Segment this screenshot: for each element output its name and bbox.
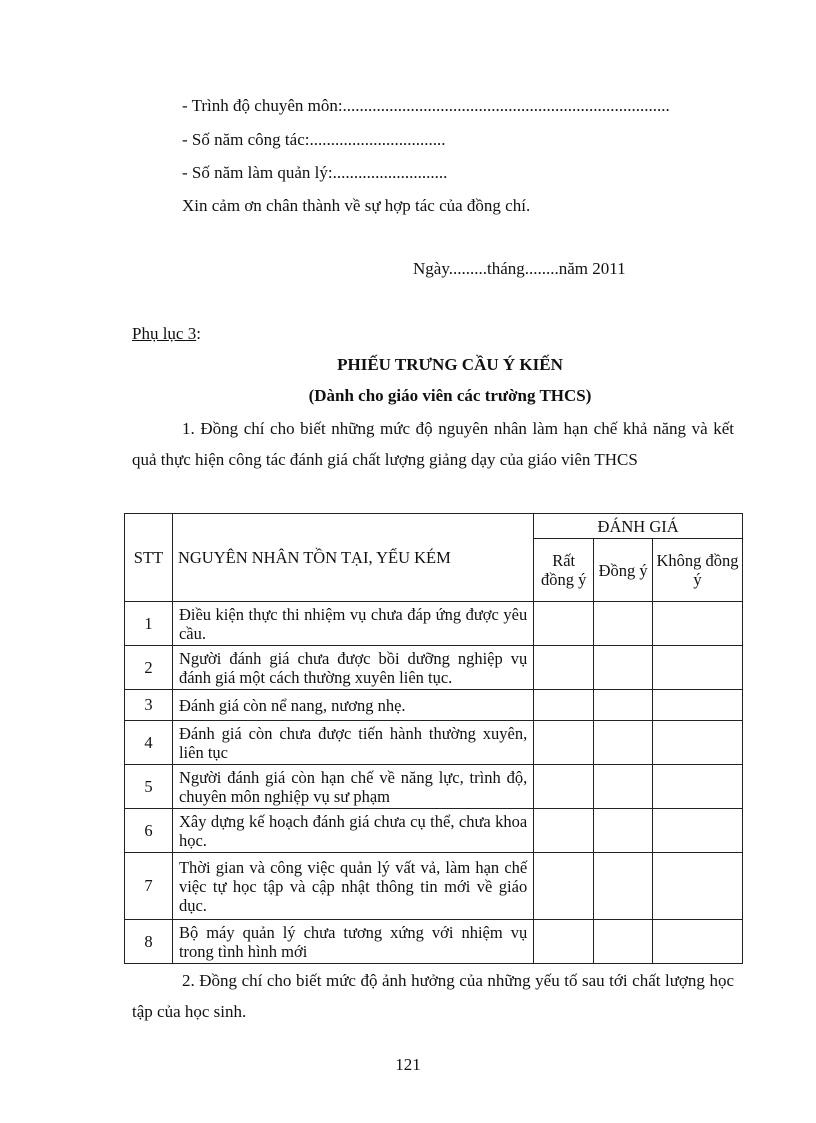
page-number: 121 [395,1055,421,1074]
table-row [125,920,743,964]
date-line: Ngày.........tháng........năm 2011 [413,259,626,278]
subtitle-text: Dành cho giáo viên các trường THCS [314,386,586,405]
cell-strongly-agree[interactable] [534,602,594,646]
cell-disagree[interactable] [653,765,743,809]
survey-subtitle [0,386,816,406]
appendix-label [132,324,201,344]
form-field-years-managing: - Số năm làm quản lý:........................... [182,163,448,182]
cell-disagree[interactable] [653,646,743,690]
row-stt: 4 [125,721,173,765]
cell-strongly-agree[interactable] [534,721,594,765]
row-stt: 1 [125,602,173,646]
table-row [125,853,743,920]
header-cause: NGUYÊN NHÂN TỒN TẠI, YẾU KÉM [172,514,533,602]
row-cause: Đánh giá còn chưa được tiến hành thường xuyên, liên tục [172,721,533,765]
cell-agree[interactable] [594,853,653,920]
row-cause: Người đánh giá chưa được bồi dưỡng nghiệp vụ đánh giá một cách thường xuyên liên tục. [172,646,533,690]
cell-disagree[interactable] [653,853,743,920]
thanks-text: Xin cảm ơn chân thành về sự hợp tác của đồng chí. [182,196,531,215]
header-agree: Đồng ý [594,539,653,602]
survey-table [124,513,743,964]
appendix-colon: : [196,324,201,343]
cell-agree[interactable] [594,690,653,721]
question-1-text: 1. Đồng chí cho biết những mức độ nguyên nhân làm hạn chế khả năng và kết quả thực hiện công tác đánh giá chất lượng giảng dạy của giáo viên THCS [132,419,734,469]
row-cause: Bộ máy quản lý chưa tương xứng với nhiệm vụ trong tình hình mới [172,920,533,964]
cell-disagree[interactable] [653,920,743,964]
cell-agree[interactable] [594,920,653,964]
row-cause: Điều kiện thực thi nhiệm vụ chưa đáp ứng được yêu cầu. [172,602,533,646]
cell-agree[interactable] [594,646,653,690]
subtitle-close: ) [585,386,592,405]
table-row [125,765,743,809]
question-2 [132,965,734,1027]
cell-strongly-agree[interactable] [534,809,594,853]
table-row [125,602,743,646]
cell-agree[interactable] [594,721,653,765]
row-cause: Thời gian và công việc quản lý vất vả, làm hạn chế việc tự học tập và cập nhật thông tin mới về giáo dục. [172,853,533,920]
appendix-label-text: Phụ lục 3 [132,324,197,343]
cell-agree[interactable] [594,765,653,809]
table-header-row [125,514,743,539]
table-row [125,809,743,853]
cell-agree[interactable] [594,602,653,646]
header-stt: STT [125,514,173,602]
cell-disagree[interactable] [653,809,743,853]
form-field-years-working: - Số năm công tác:................................ [182,130,446,149]
cell-disagree[interactable] [653,690,743,721]
table-row [125,690,743,721]
row-stt: 7 [125,853,173,920]
cell-strongly-agree[interactable] [534,853,594,920]
question-1 [132,413,734,475]
header-strongly-agree: Rất đồng ý [534,539,594,602]
header-evaluation: ĐÁNH GIÁ [534,514,743,539]
cell-strongly-agree[interactable] [534,646,594,690]
form-field-qualification: - Trình độ chuyên môn:............................................................................. [182,96,670,115]
table-row [125,721,743,765]
row-stt: 5 [125,765,173,809]
cell-strongly-agree[interactable] [534,765,594,809]
subtitle-open: ( [308,386,315,405]
cell-disagree[interactable] [653,602,743,646]
header-disagree: Không đồng ý [653,539,743,602]
table-row [125,646,743,690]
row-cause: Người đánh giá còn hạn chế về năng lực, trình độ, chuyên môn nghiệp vụ sư phạm [172,765,533,809]
cell-disagree[interactable] [653,721,743,765]
row-cause: Đánh giá còn nể nang, nương nhẹ. [172,690,533,721]
row-cause: Xây dựng kế hoạch đánh giá chưa cụ thể, chưa khoa học. [172,809,533,853]
cell-agree[interactable] [594,809,653,853]
cell-strongly-agree[interactable] [534,920,594,964]
cell-strongly-agree[interactable] [534,690,594,721]
survey-title: PHIẾU TRƯNG CẦU Ý KIẾN [337,355,563,374]
row-stt: 3 [125,690,173,721]
question-2-text: 2. Đồng chí cho biết mức độ ảnh hưởng của những yếu tố sau tới chất lượng học tập của học sinh. [132,971,734,1021]
row-stt: 8 [125,920,173,964]
row-stt: 2 [125,646,173,690]
row-stt: 6 [125,809,173,853]
